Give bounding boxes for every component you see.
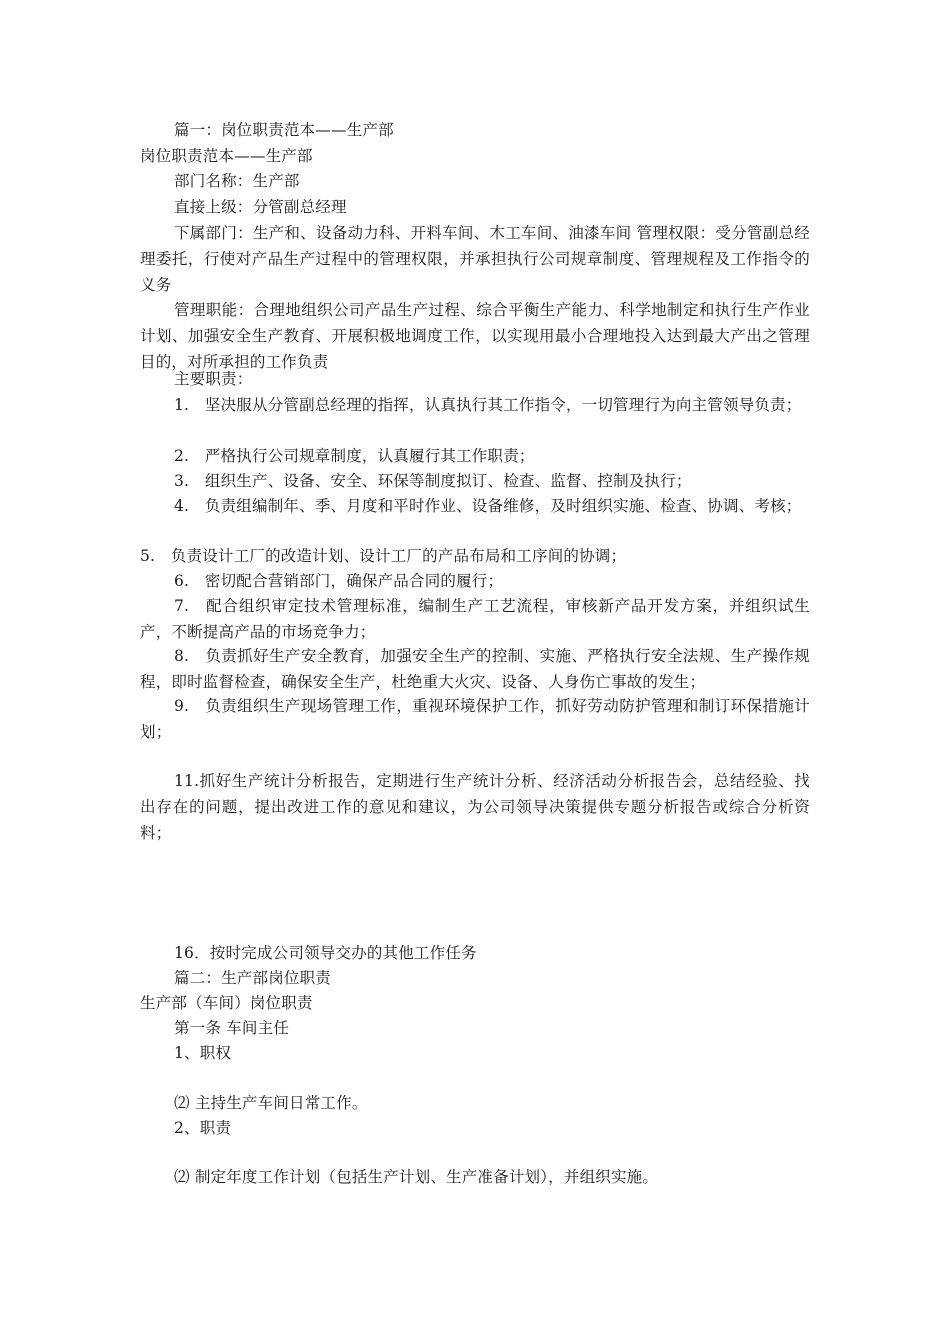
subordinate-depts-paragraph: 下属部门：生产和、设备动力科、开料车间、木工车间、油漆车间 管理权限：受分管副总经理委托，行使对产品生产过程中的管理权限，并承担执行公司规章制度、管理规程及工作指令的义务 bbox=[140, 224, 810, 294]
duty-item-2: 2. 严格执行公司规章制度，认真履行其工作职责； bbox=[174, 447, 535, 465]
duty-item-8: 8. 负责抓好生产安全教育，加强安全生产的控制、实施、严格执行安全法规、生产操作规程，即时监督检查，确保安全生产，杜绝重大火灾、设备、人身伤亡事故的发生； bbox=[140, 647, 810, 691]
duty-item-3: 3. 组织生产、设备、安全、环保等制度拟订、检查、监督、控制及执行； bbox=[174, 472, 692, 490]
power-item: ⑵ 主持生产车间日常工作。 bbox=[174, 1094, 368, 1112]
main-duties-label: 主要职责： bbox=[174, 370, 253, 388]
part1-heading: 篇一：岗位职责范本——生产部 bbox=[174, 121, 394, 139]
duty-item-9: 9. 负责组织生产现场管理工作，重视环境保护工作，抓好劳动防护管理和制订环保措施计划； bbox=[140, 697, 810, 741]
mgmt-function-paragraph: 管理职能：合理地组织公司产品生产过程、综合平衡生产能力、科学地制定和执行生产作业计划、加强安全生产教育、开展积极地调度工作，以实现用最小合理地投入达到最大产出之管理目的，对所承担的工作负责 bbox=[140, 301, 810, 371]
duty-item-6: 6. 密切配合营销部门，确保产品合同的履行； bbox=[174, 572, 504, 590]
duty-item-1: 1. 坚决服从分管副总经理的指挥，认真执行其工作指令，一切管理行为向主管领导负责； bbox=[174, 396, 802, 414]
dept-name: 部门名称：生产部 bbox=[174, 172, 300, 190]
powers-heading: 1、职权 bbox=[174, 1044, 232, 1062]
part1-title: 岗位职责范本——生产部 bbox=[140, 147, 313, 165]
duties-heading: 2、职责 bbox=[174, 1119, 232, 1137]
duty-item-4: 4. 负责组编制年、季、月度和平时作业、设备维修，及时组织实施、检查、协调、考核； bbox=[174, 497, 802, 515]
duties-item: ⑵ 制定年度工作计划（包括生产计划、生产准备计划），并组织实施。 bbox=[174, 1168, 659, 1186]
duty-item-11: 11.抓好生产统计分析报告，定期进行生产统计分析、经济活动分析报告会，总结经验、找出存在的问题，提出改进工作的意见和建议，为公司领导决策提供专题分析报告或综合分析资料； bbox=[140, 772, 810, 842]
direct-superior: 直接上级：分管副总经理 bbox=[174, 198, 347, 216]
article-1-heading: 第一条 车间主任 bbox=[174, 1019, 290, 1037]
duty-item-16: 16．按时完成公司领导交办的其他工作任务 bbox=[174, 944, 477, 962]
part2-heading: 篇二：生产部岗位职责 bbox=[174, 969, 332, 987]
part2-title: 生产部（车间）岗位职责 bbox=[140, 994, 313, 1012]
duty-item-5: 5. 负责设计工厂的改造计划、设计工厂的产品布局和工序间的协调； bbox=[140, 547, 627, 565]
duty-item-7: 7. 配合组织审定技术管理标准，编制生产工艺流程，审核新产品开发方案，并组织试生产，不断提高产品的市场竞争力； bbox=[140, 597, 810, 641]
